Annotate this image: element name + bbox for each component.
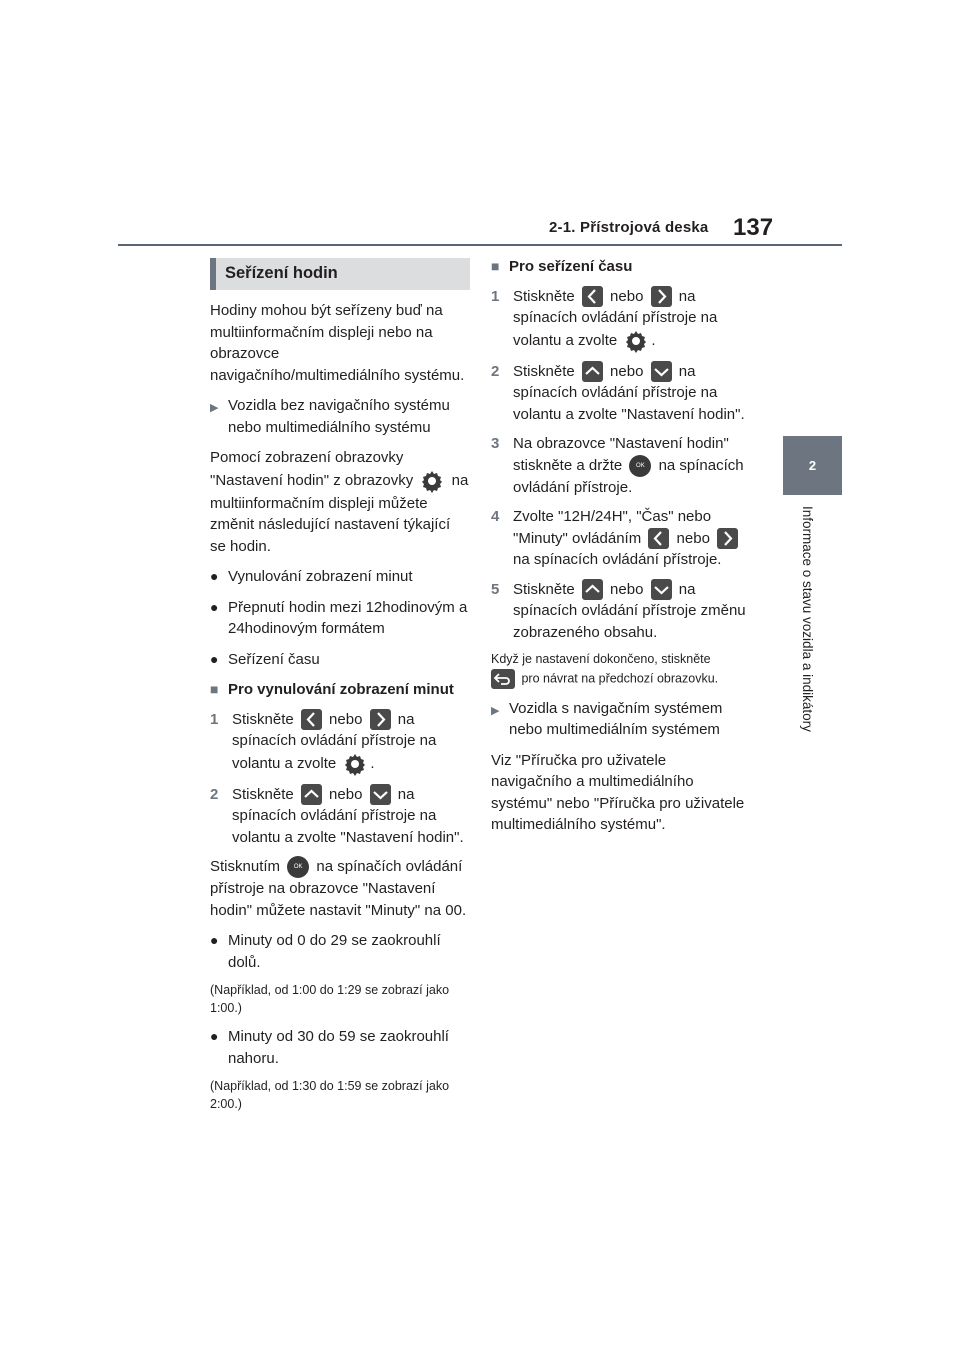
text: nebo (329, 710, 363, 728)
text: na spínacích ovládání přístroje změnu zobrazeného obsahu. (513, 580, 746, 641)
paragraph (210, 856, 470, 921)
bullet-item (210, 597, 470, 640)
text: na spínacích ovládání přístroje na volantu a zvolte "Nastavení hodin". (513, 362, 745, 423)
text: . (651, 331, 656, 349)
bullet-icon: ● (210, 1028, 219, 1045)
paragraph: Viz "Příručka pro uživatele navigačního a multimediálního systému" nebo "Příručka pro uživatele multimediálního systému". (491, 751, 745, 834)
text: nebo (329, 785, 363, 803)
bullet-item (210, 566, 470, 588)
triangle-icon: ▶ (491, 704, 500, 717)
bullet-item (210, 930, 470, 973)
text: . (370, 754, 375, 772)
note: (Například, od 1:30 do 1:59 se zobrazí jako 2:00.) (210, 1079, 450, 1111)
subheading-text: Pro seřízení času (509, 258, 633, 275)
triangle-icon: ▶ (210, 402, 219, 414)
text: nebo (610, 287, 644, 305)
text: Stiskněte (232, 785, 294, 803)
condition-text: Vozidla bez navigačního systému nebo multimediálního systému (228, 397, 450, 436)
step-text (513, 361, 751, 426)
right-arrow-icon (370, 709, 391, 730)
step-text (513, 506, 751, 571)
bullet-item (210, 649, 470, 671)
bullet-text: Přepnutí hodin mezi 12hodinovým a 24hodinovým formátem (228, 598, 468, 637)
step-number: 3 (491, 435, 500, 453)
bullet-icon: ● (210, 568, 219, 584)
bullet-item (210, 1026, 470, 1069)
note (491, 651, 751, 689)
text: pro návrat na předchozí obrazovku. (521, 670, 719, 685)
text: Stiskněte (232, 710, 294, 728)
intro-paragraph: Hodiny mohou být seřízeny buď na multiinformačním displeji nebo na obrazovce navigačního/multimediálního systému. (210, 302, 465, 384)
step-item (210, 784, 470, 849)
down-arrow-icon (370, 784, 391, 805)
ok-button-icon: OK (629, 455, 651, 477)
step-text (232, 709, 470, 776)
step-number: 1 (491, 287, 500, 305)
page-number: 137 (733, 214, 774, 241)
text: na spínacích ovládání přístroje na volantu a zvolte "Nastavení hodin". (232, 785, 464, 846)
bullet-icon: ● (210, 650, 219, 667)
step-number: 4 (491, 508, 500, 526)
chapter-title: Informace o stavu vozidla a indikátory (800, 506, 815, 732)
text: na spínacích ovládání přístroje na volantu a zvolte (232, 710, 437, 772)
step-number: 2 (491, 362, 500, 380)
subheading-text: Pro vynulování zobrazení minut (228, 681, 454, 698)
bullet-icon: ● (210, 932, 219, 949)
text: Pomocí zobrazení obrazovky "Nastavení hodin" z obrazovky (210, 449, 414, 489)
step-item (491, 579, 751, 644)
text: nebo (610, 362, 644, 380)
note: (Například, od 1:00 do 1:29 se zobrazí jako 1:00.) (210, 983, 450, 1015)
step-text (513, 286, 751, 353)
step-text (513, 433, 751, 498)
condition-text: Vozidla s navigačním systémem nebo multimediálním systémem (509, 699, 723, 739)
text: na spínacích ovládání přístroje. (513, 551, 722, 569)
step-number: 1 (210, 710, 219, 728)
gear-icon (420, 469, 444, 493)
section-heading: Seřízení hodin (210, 258, 470, 290)
bullet-text: Minuty od 0 do 29 se zaokrouhlí dolů. (228, 932, 441, 971)
left-arrow-icon (301, 709, 322, 730)
text: Stiskněte (513, 362, 575, 380)
chapter-tab: 2 (783, 436, 842, 495)
text: Stiskněte (513, 287, 575, 305)
gear-icon (343, 752, 367, 776)
down-arrow-icon (651, 361, 672, 382)
up-arrow-icon (582, 361, 603, 382)
text: nebo (676, 529, 710, 547)
text: nebo (610, 580, 644, 598)
ok-button-icon: OK (287, 856, 309, 878)
text: na spínacích ovládání přístroje. (513, 456, 744, 496)
step-number: 2 (210, 785, 219, 803)
text: na spínačích ovládání přístroje na obrazovce "Nastavení hodin" můžete nastavit "Minuty" na 00. (210, 858, 467, 919)
condition-item (491, 698, 751, 741)
bullet-text: Seřízení času (228, 650, 320, 668)
bullet-text: Minuty od 30 do 59 se zaokrouhlí nahoru. (228, 1028, 449, 1067)
step-item (491, 361, 751, 426)
right-column (491, 256, 751, 845)
condition-item (210, 395, 470, 438)
subheading (491, 256, 751, 278)
step-item (491, 433, 751, 498)
left-arrow-icon (648, 528, 669, 549)
left-column (210, 258, 470, 1122)
right-arrow-icon (717, 528, 738, 549)
step-text (232, 784, 470, 849)
up-arrow-icon (582, 579, 603, 600)
text: Stiskněte (513, 580, 575, 598)
text: Zvolte "12H/24H", "Čas" nebo "Minuty" ovládáním (513, 508, 712, 547)
step-text (513, 579, 751, 644)
left-arrow-icon (582, 286, 603, 307)
text: Na obrazovce "Nastavení hodin" stiskněte a držte (513, 435, 729, 474)
text: na spínacích ovládání přístroje na volantu a zvolte (513, 287, 718, 349)
return-icon (491, 669, 515, 689)
header-rule (118, 244, 842, 246)
section-title: 2-1. Přístrojová deska (549, 219, 709, 236)
step-item (491, 506, 751, 571)
text: Stisknutím (210, 858, 281, 876)
up-arrow-icon (301, 784, 322, 805)
bullet-text: Vynulování zobrazení minut (228, 568, 413, 585)
down-arrow-icon (651, 579, 672, 600)
step-number: 5 (491, 580, 500, 598)
text: Když je nastavení dokončeno, stiskněte (491, 652, 711, 667)
step-item (491, 286, 751, 353)
bullet-icon: ● (210, 598, 219, 615)
gear-icon (624, 329, 648, 353)
paragraph (210, 447, 470, 557)
right-arrow-icon (651, 286, 672, 307)
text: na multiinformačním displeji můžete změnit následující nastavení týkající se hodin. (210, 471, 469, 555)
subheading (210, 679, 470, 701)
square-icon: ■ (210, 681, 219, 697)
square-icon: ■ (491, 258, 500, 274)
step-item (210, 709, 470, 776)
